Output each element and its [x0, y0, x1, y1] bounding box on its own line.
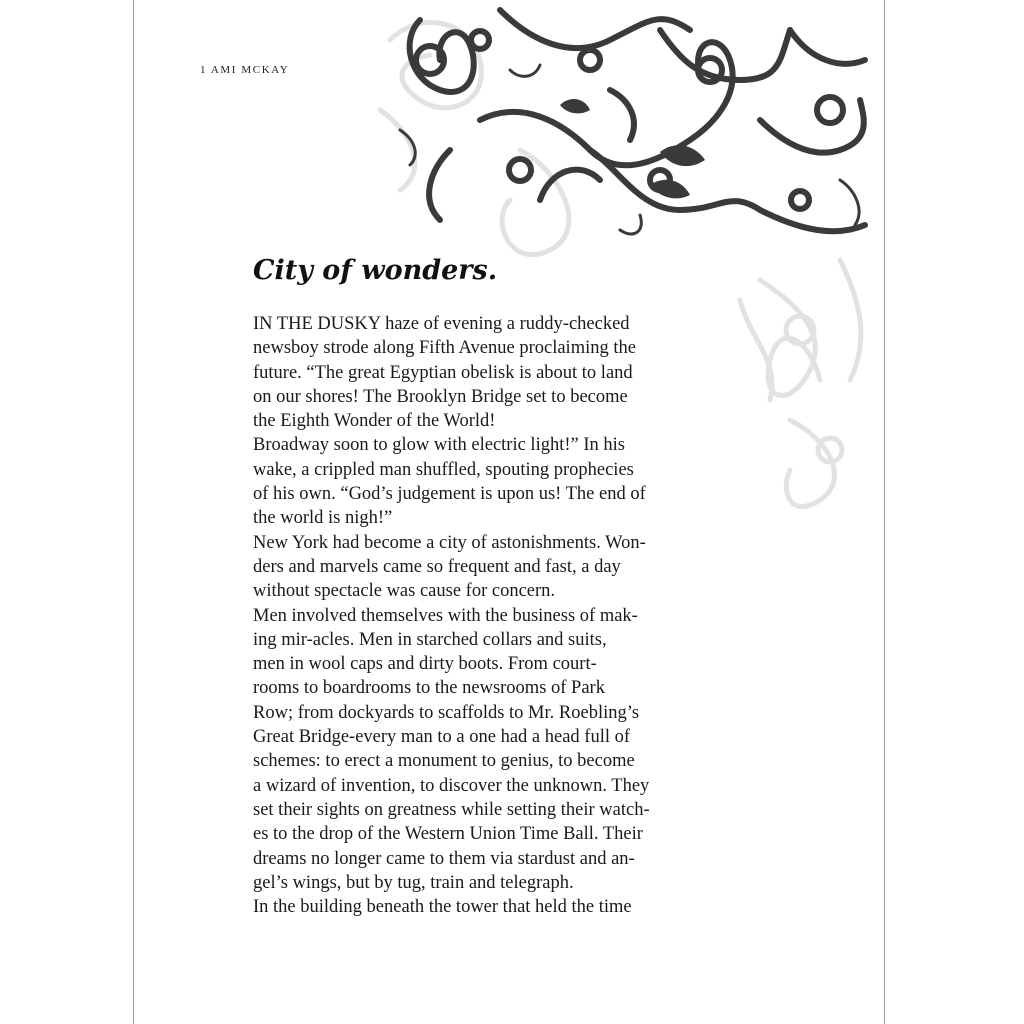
text-line: set their sights on greatness while setting their watch- — [253, 799, 650, 820]
text-line: New York had become a city of astonishments. Won- — [253, 532, 646, 553]
text-line: newsboy strode along Fifth Avenue proclaiming the — [253, 338, 636, 359]
text-line: dreams no longer came to them via stardust and an- — [253, 848, 635, 869]
text-line: Great Bridge-every man to a one had a head full of — [253, 727, 631, 748]
text-line: without spectacle was cause for concern. — [253, 581, 556, 602]
text-line: on our shores! The Brooklyn Bridge set to become — [253, 386, 628, 407]
text-line: the Eighth Wonder of the World! — [253, 411, 496, 432]
text-line: es to the drop of the Western Union Time Ball. Their — [253, 824, 643, 845]
text-line: Men involved themselves with the business of mak- — [253, 605, 638, 626]
text-line: of his own. “God’s judgement is upon us! The end of — [253, 484, 646, 505]
text-line: schemes: to erect a monument to genius, to become — [253, 751, 635, 772]
text-line: the world is nigh!” — [253, 508, 393, 529]
text-line: Broadway soon to glow with electric light!” In his — [253, 435, 625, 456]
text-line: a wizard of invention, to discover the unknown. They — [253, 775, 650, 796]
text-line: ing mir-acles. Men in starched collars and suits, — [253, 629, 607, 650]
text-line: wake, a crippled man shuffled, spouting prophecies — [253, 459, 634, 480]
text-line: future. “The great Egyptian obelisk is about to land — [253, 362, 633, 383]
text-line: men in wool caps and dirty boots. From court- — [253, 654, 597, 675]
text-line: ders and marvels came so frequent and fast, a day — [253, 556, 621, 577]
text-line: In the building beneath the tower that held the time — [253, 897, 632, 918]
text-line: IN THE DUSKY haze of evening a ruddy-checked — [253, 314, 630, 334]
running-head: 1 AMI MCKAY — [200, 64, 290, 76]
text-line: gel’s wings, but by tug, train and telegraph. — [253, 872, 574, 893]
text-line: Row; from dockyards to scaffolds to Mr. Roebling’s — [253, 702, 640, 723]
body-text — [253, 312, 723, 919]
text-line: rooms to boardrooms to the newsrooms of Park — [253, 678, 605, 699]
chapter-title: City of wonders. — [253, 255, 498, 286]
